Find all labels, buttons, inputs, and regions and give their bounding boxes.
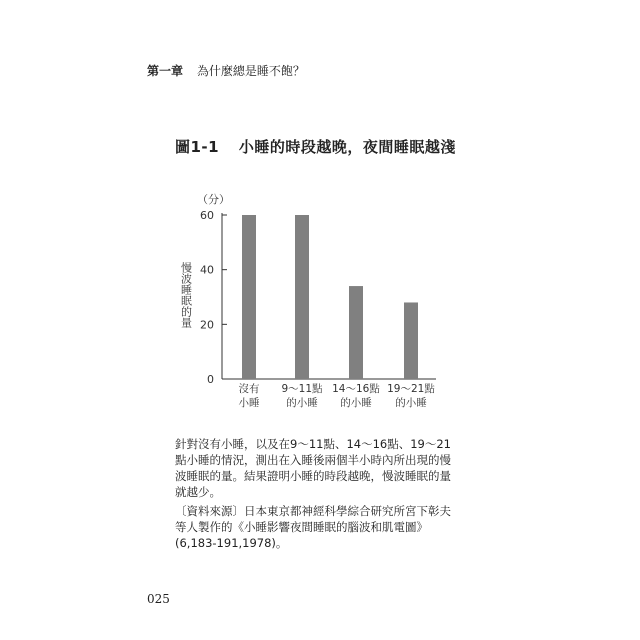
y-tick-label: 60 [200, 209, 214, 222]
y-unit-label: （分） [197, 193, 230, 206]
page-number: 025 [147, 592, 170, 606]
x-tick-label: 19～21點 [387, 383, 435, 395]
chapter-label: 第一章 [147, 64, 184, 78]
figure-title-text: 小睡的時段越晚，夜間睡眠越淺 [238, 138, 456, 156]
x-tick-label: 14～16點 [332, 383, 380, 395]
y-axis-label: 慢波睡眠的量 [179, 262, 193, 328]
y-tick-label: 20 [200, 318, 214, 332]
figure-caption: 針對沒有小睡，以及在9～11點、14～16點、19～21點小睡的情況，測出在入睡後兩個半小時內所出現的慢波睡眠的量。結果證明小睡的時段越晚，慢波睡眠的量就越少。 [175, 437, 451, 499]
x-tick-label: 的小睡 [340, 397, 372, 409]
x-tick-label: 的小睡 [286, 397, 318, 409]
x-tick-label: 小睡 [238, 397, 260, 409]
x-tick-label: 9～11點 [281, 383, 323, 395]
bar [404, 302, 418, 379]
bar [295, 215, 309, 379]
y-tick-label: 0 [207, 373, 214, 386]
x-tick-label: 的小睡 [395, 397, 427, 409]
figure-number: 圖1-1 [175, 138, 220, 156]
bar [242, 215, 256, 379]
chapter-title: 為什麼總是睡不飽？ [196, 64, 305, 78]
bar [349, 286, 363, 379]
x-tick-label: 沒有 [238, 383, 260, 395]
y-tick-label: 40 [200, 263, 214, 277]
source-note: 〔資料來源〕日本東京都神經科學綜合研究所宮下彰夫等人製作的《小睡影響夜間睡眠的腦波和肌電圖》(6,183-191,1978)。 [175, 504, 451, 550]
